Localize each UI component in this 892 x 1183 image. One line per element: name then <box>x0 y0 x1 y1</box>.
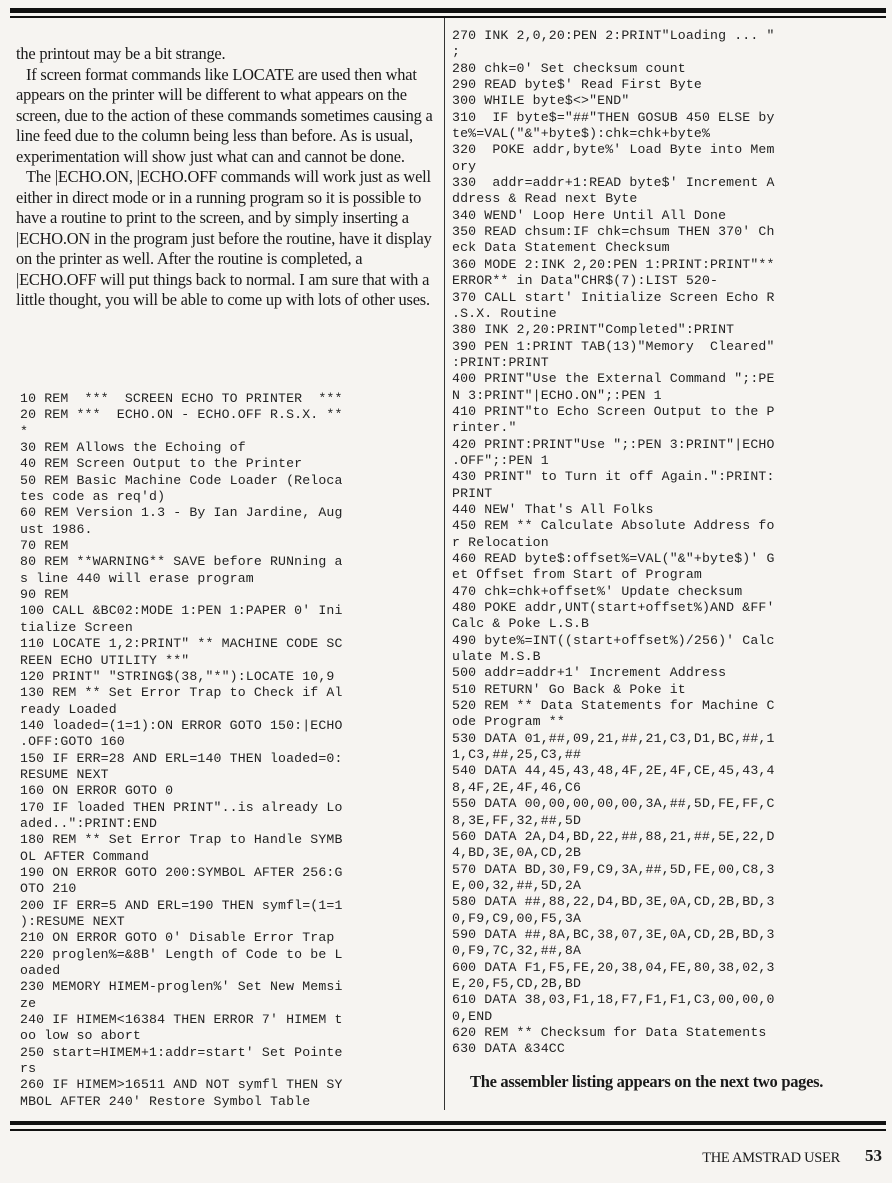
code-line: E,00,32,##,5D,2A <box>452 877 582 893</box>
code-line: 110 LOCATE 1,2:PRINT" ** MACHINE CODE SC <box>20 636 343 652</box>
code-line: 90 REM <box>20 587 69 603</box>
code-line: 430 PRINT" to Turn it off Again.":PRINT: <box>452 469 775 485</box>
code-line: 600 DATA F1,F5,FE,20,38,04,FE,80,38,02,3 <box>452 959 775 975</box>
code-line: ; <box>452 44 461 60</box>
code-line: 620 REM ** Checksum for Data Statements <box>452 1024 767 1040</box>
code-line: s line 440 will erase program <box>20 570 254 586</box>
basic-listing-left <box>20 391 343 1110</box>
code-line: 60 REM Version 1.3 - By Ian Jardine, Aug <box>20 505 343 521</box>
magazine-title: THE AMSTRAD USER <box>702 1150 840 1166</box>
code-line: tes code as req'd) <box>20 489 166 505</box>
code-line: 380 INK 2,20:PRINT"Completed":PRINT <box>452 322 735 338</box>
code-line: ze <box>20 995 37 1011</box>
code-line: 50 REM Basic Machine Code Loader (Reloca <box>20 472 343 488</box>
code-line: et Offset from Start of Program <box>452 567 702 583</box>
code-line: 10 REM *** SCREEN ECHO TO PRINTER *** <box>20 391 343 406</box>
code-line: 340 WEND' Loop Here Until All Done <box>452 207 727 223</box>
code-line: N 3:PRINT"|ECHO.ON";:PEN 1 <box>452 387 662 403</box>
code-line: 230 MEMORY HIMEM-proglen%' Set New Memsi <box>20 979 343 995</box>
code-line: 140 loaded=(1=1):ON ERROR GOTO 150:|ECHO <box>20 717 343 733</box>
code-line: RESUME NEXT <box>20 766 109 782</box>
code-line: ERROR** in Data"CHR$(7):LIST 520- <box>452 273 719 289</box>
code-line: .S.X. Routine <box>452 305 557 321</box>
code-line: ddress & Read next Byte <box>452 191 638 207</box>
code-line: 350 READ chsum:IF chk=chsum THEN 370' Ch <box>452 224 775 240</box>
code-line: .OFF:GOTO 160 <box>20 734 125 750</box>
code-line: 610 DATA 38,03,F1,18,F7,F1,F1,C3,00,00,0 <box>452 992 775 1008</box>
top-rule-thin <box>10 16 886 18</box>
paragraph: The |ECHO.ON, |ECHO.OFF commands will work just as well either in direct mode or in a running program so it is possible to have a routine to print to the screen, and by simply inserting a |ECHO.ON in the program just before the routine, have it display on the printer as well. After the routine is completed, a |ECHO.OFF will put things back to normal. I am sure that with a little thought, you will be able to come up with lots of other uses. <box>16 167 432 309</box>
code-line: 540 DATA 44,45,43,48,4F,2E,4F,CE,45,43,4 <box>452 763 775 779</box>
code-line: 8,3E,FF,32,##,5D <box>452 812 582 828</box>
code-line: oo low so abort <box>20 1028 141 1044</box>
code-line: 170 IF loaded THEN PRINT"..is already Lo <box>20 799 343 815</box>
code-line: 520 REM ** Data Statements for Machine C <box>452 698 775 714</box>
code-line: 580 DATA ##,88,22,D4,BD,3E,0A,CD,2B,BD,3 <box>452 894 775 910</box>
code-line: 590 DATA ##,8A,BC,38,07,3E,0A,CD,2B,BD,3 <box>452 926 775 942</box>
code-line: 0,F9,C9,00,F5,3A <box>452 910 582 926</box>
code-line: 370 CALL start' Initialize Screen Echo R <box>452 289 775 305</box>
code-line: 570 DATA BD,30,F9,C9,3A,##,5D,FE,00,C8,3 <box>452 861 775 877</box>
code-line: 300 WHILE byte$<>"END" <box>452 93 630 109</box>
code-line: oaded <box>20 963 61 979</box>
code-line: 20 REM *** ECHO.ON - ECHO.OFF R.S.X. ** <box>20 407 343 423</box>
code-line: 270 INK 2,0,20:PEN 2:PRINT"Loading ... " <box>452 28 775 43</box>
code-line: 240 IF HIMEM<16384 THEN ERROR 7' HIMEM t <box>20 1012 343 1028</box>
code-line: te%=VAL("&"+byte$):chk=chk+byte% <box>452 126 711 142</box>
code-line: eck Data Statement Checksum <box>452 240 670 256</box>
paragraph: If screen format commands like LOCATE are used then what appears on the printer will be different to what appears on the screen, due to the action of these commands sometimes causing a line feed due to the column being less than before. As is usual, experimentation will show just what can and cannot be done. <box>16 64 433 166</box>
code-line: 470 chk=chk+offset%' Update checksum <box>452 583 743 599</box>
code-line: 290 READ byte$' Read First Byte <box>452 77 702 93</box>
code-line: aded..":PRINT:END <box>20 815 158 831</box>
code-line: 40 REM Screen Output to the Printer <box>20 456 303 472</box>
code-line: 0,F9,7C,32,##,8A <box>452 943 582 959</box>
code-line: rs <box>20 1061 37 1077</box>
code-line: 1,C3,##,25,C3,## <box>452 747 582 763</box>
code-line: 360 MODE 2:INK 2,20:PEN 1:PRINT:PRINT"** <box>452 256 775 272</box>
code-line: 560 DATA 2A,D4,BD,22,##,88,21,##,5E,22,D <box>452 828 775 844</box>
code-line: 260 IF HIMEM>16511 AND NOT symfl THEN SY <box>20 1077 343 1093</box>
code-line: .OFF";:PEN 1 <box>452 452 549 468</box>
code-line: tialize Screen <box>20 619 133 635</box>
article-text <box>16 44 436 311</box>
code-line: 160 ON ERROR GOTO 0 <box>20 783 174 799</box>
bottom-rule-thin <box>10 1129 886 1131</box>
code-line: 80 REM **WARNING** SAVE before RUNning a <box>20 554 343 570</box>
code-line: * <box>20 423 29 439</box>
code-line: OL AFTER Command <box>20 848 150 864</box>
code-line: MBOL AFTER 240' Restore Symbol Table <box>20 1093 311 1109</box>
paragraph: the printout may be a bit strange. <box>16 44 226 63</box>
code-line: 410 PRINT"to Echo Screen Output to the P <box>452 403 775 419</box>
code-line: ust 1986. <box>20 521 93 537</box>
code-line: REEN ECHO UTILITY **" <box>20 652 190 668</box>
code-line: 8,4F,2E,4F,46,C6 <box>452 779 582 795</box>
code-line: 180 REM ** Set Error Trap to Handle SYMB <box>20 832 343 848</box>
code-line: 460 READ byte$:offset%=VAL("&"+byte$)' G <box>452 551 775 566</box>
code-line: 330 addr=addr+1:READ byte$' Increment A <box>452 175 775 191</box>
code-line: ode Program ** <box>452 714 565 730</box>
code-line: 100 CALL &BC02:MODE 1:PEN 1:PAPER 0' Ini <box>20 603 343 619</box>
code-line: 310 IF byte$="##"THEN GOSUB 450 ELSE by <box>452 109 775 125</box>
code-line: 480 POKE addr,UNT(start+offset%)AND &FF' <box>452 600 775 616</box>
code-line: 280 chk=0' Set checksum count <box>452 60 686 76</box>
code-line: 120 PRINT" "STRING$(38,"*"):LOCATE 10,9 <box>20 668 335 684</box>
code-line: 210 ON ERROR GOTO 0' Disable Error Trap <box>20 930 335 946</box>
code-line: 550 DATA 00,00,00,00,00,3A,##,5D,FE,FF,C <box>452 796 775 812</box>
code-line: :PRINT:PRINT <box>452 354 549 370</box>
code-line: 400 PRINT"Use the External Command ";:PE <box>452 371 775 387</box>
page-number: 53 <box>865 1146 882 1165</box>
code-line: ulate M.S.B <box>452 649 541 665</box>
code-line: OTO 210 <box>20 881 77 897</box>
code-line: ready Loaded <box>20 701 117 717</box>
code-line: 200 IF ERR=5 AND ERL=190 THEN symfl=(1=1 <box>20 897 343 913</box>
basic-listing-right <box>452 28 775 1058</box>
code-line: 420 PRINT:PRINT"Use ";:PEN 3:PRINT"|ECHO <box>452 436 775 452</box>
code-line: ory <box>452 158 477 174</box>
code-line: 530 DATA 01,##,09,21,##,21,C3,D1,BC,##,1 <box>452 730 775 746</box>
code-line: 150 IF ERR=28 AND ERL=140 THEN loaded=0: <box>20 750 343 766</box>
top-rule-thick <box>10 8 886 13</box>
code-line: 4,BD,3E,0A,CD,2B <box>452 845 582 861</box>
code-line: 320 POKE addr,byte%' Load Byte into Mem <box>452 142 775 158</box>
code-line: 500 addr=addr+1' Increment Address <box>452 665 727 681</box>
assembler-note: The assembler listing appears on the next two pages. <box>470 1072 824 1091</box>
code-line: 130 REM ** Set Error Trap to Check if Al <box>20 685 343 701</box>
code-line: ):RESUME NEXT <box>20 914 125 929</box>
column-divider <box>444 18 445 1110</box>
code-line: rinter." <box>452 420 517 436</box>
bottom-rule-thick <box>10 1121 886 1125</box>
code-line: Calc & Poke L.S.B <box>452 616 590 632</box>
code-line: PRINT <box>452 485 493 501</box>
code-line: 70 REM <box>20 538 69 554</box>
code-line: 30 REM Allows the Echoing of <box>20 440 246 456</box>
code-line: 490 byte%=INT((start+offset%)/256)' Calc <box>452 632 775 648</box>
code-line: r Relocation <box>452 534 549 550</box>
code-line: 450 REM ** Calculate Absolute Address fo <box>452 518 775 534</box>
code-line: 190 ON ERROR GOTO 200:SYMBOL AFTER 256:G <box>20 864 343 880</box>
code-line: 390 PEN 1:PRINT TAB(13)"Memory Cleared" <box>452 338 775 354</box>
code-line: 630 DATA &34CC <box>452 1041 565 1057</box>
code-line: 510 RETURN' Go Back & Poke it <box>452 681 686 697</box>
code-line: 220 proglen%=&8B' Length of Code to be L <box>20 946 343 962</box>
code-line: E,20,F5,CD,2B,BD <box>452 975 582 991</box>
code-line: 0,END <box>452 1008 493 1024</box>
code-line: 250 start=HIMEM+1:addr=start' Set Pointe <box>20 1044 343 1060</box>
code-line: 440 NEW' That's All Folks <box>452 501 654 517</box>
